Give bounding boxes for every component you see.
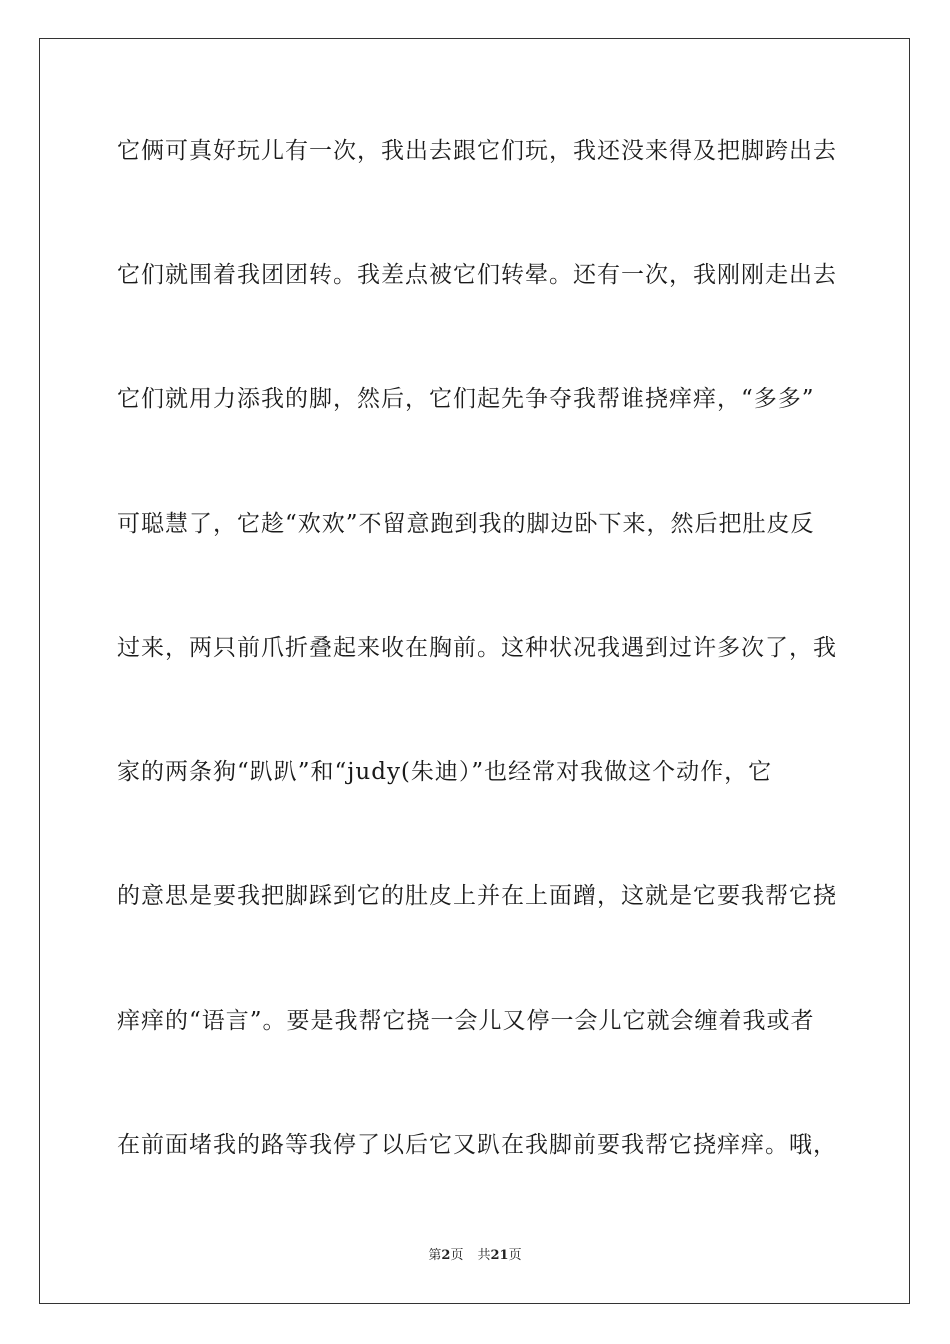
- text-line: 它们就用力添我的脚，然后，它们起先争夺我帮谁挠痒痒，“多多”: [117, 386, 815, 412]
- total-prefix: 共: [477, 1248, 491, 1263]
- text-line: 可聪慧了，它趁“欢欢”不留意跑到我的脚边卧下来，然后把肚皮反: [117, 511, 815, 537]
- text-line: 它们就围着我团团转。我差点被它们转晕。还有一次，我刚刚走出去: [117, 262, 837, 288]
- text-line: 在前面堵我的路等我停了以后它又趴在我脚前要我帮它挠痒痒。哦，: [117, 1132, 837, 1158]
- total-pages: 21: [490, 1248, 509, 1263]
- total-suffix: 页: [508, 1248, 522, 1263]
- page-number: 2: [441, 1248, 451, 1263]
- page-border: [39, 38, 910, 1304]
- page-footer: [0, 1247, 950, 1265]
- text-line: 它俩可真好玩儿有一次，我出去跟它们玩，我还没来得及把脚跨出去: [117, 138, 837, 164]
- text-line: 过来，两只前爪折叠起来收在胸前。这种状况我遇到过许多次了，我: [117, 635, 837, 661]
- text-line: 痒痒的“语言”。要是我帮它挠一会儿又停一会儿它就会缠着我或者: [117, 1008, 815, 1034]
- page-prefix: 第: [428, 1248, 442, 1263]
- text-line: 的意思是要我把脚踩到它的肚皮上并在上面蹭，这就是它要我帮它挠: [117, 883, 837, 909]
- text-line: 家的两条狗“趴趴”和“judy(朱迪）”也经常对我做这个动作，它: [117, 759, 773, 785]
- page-suffix: 页: [450, 1248, 464, 1263]
